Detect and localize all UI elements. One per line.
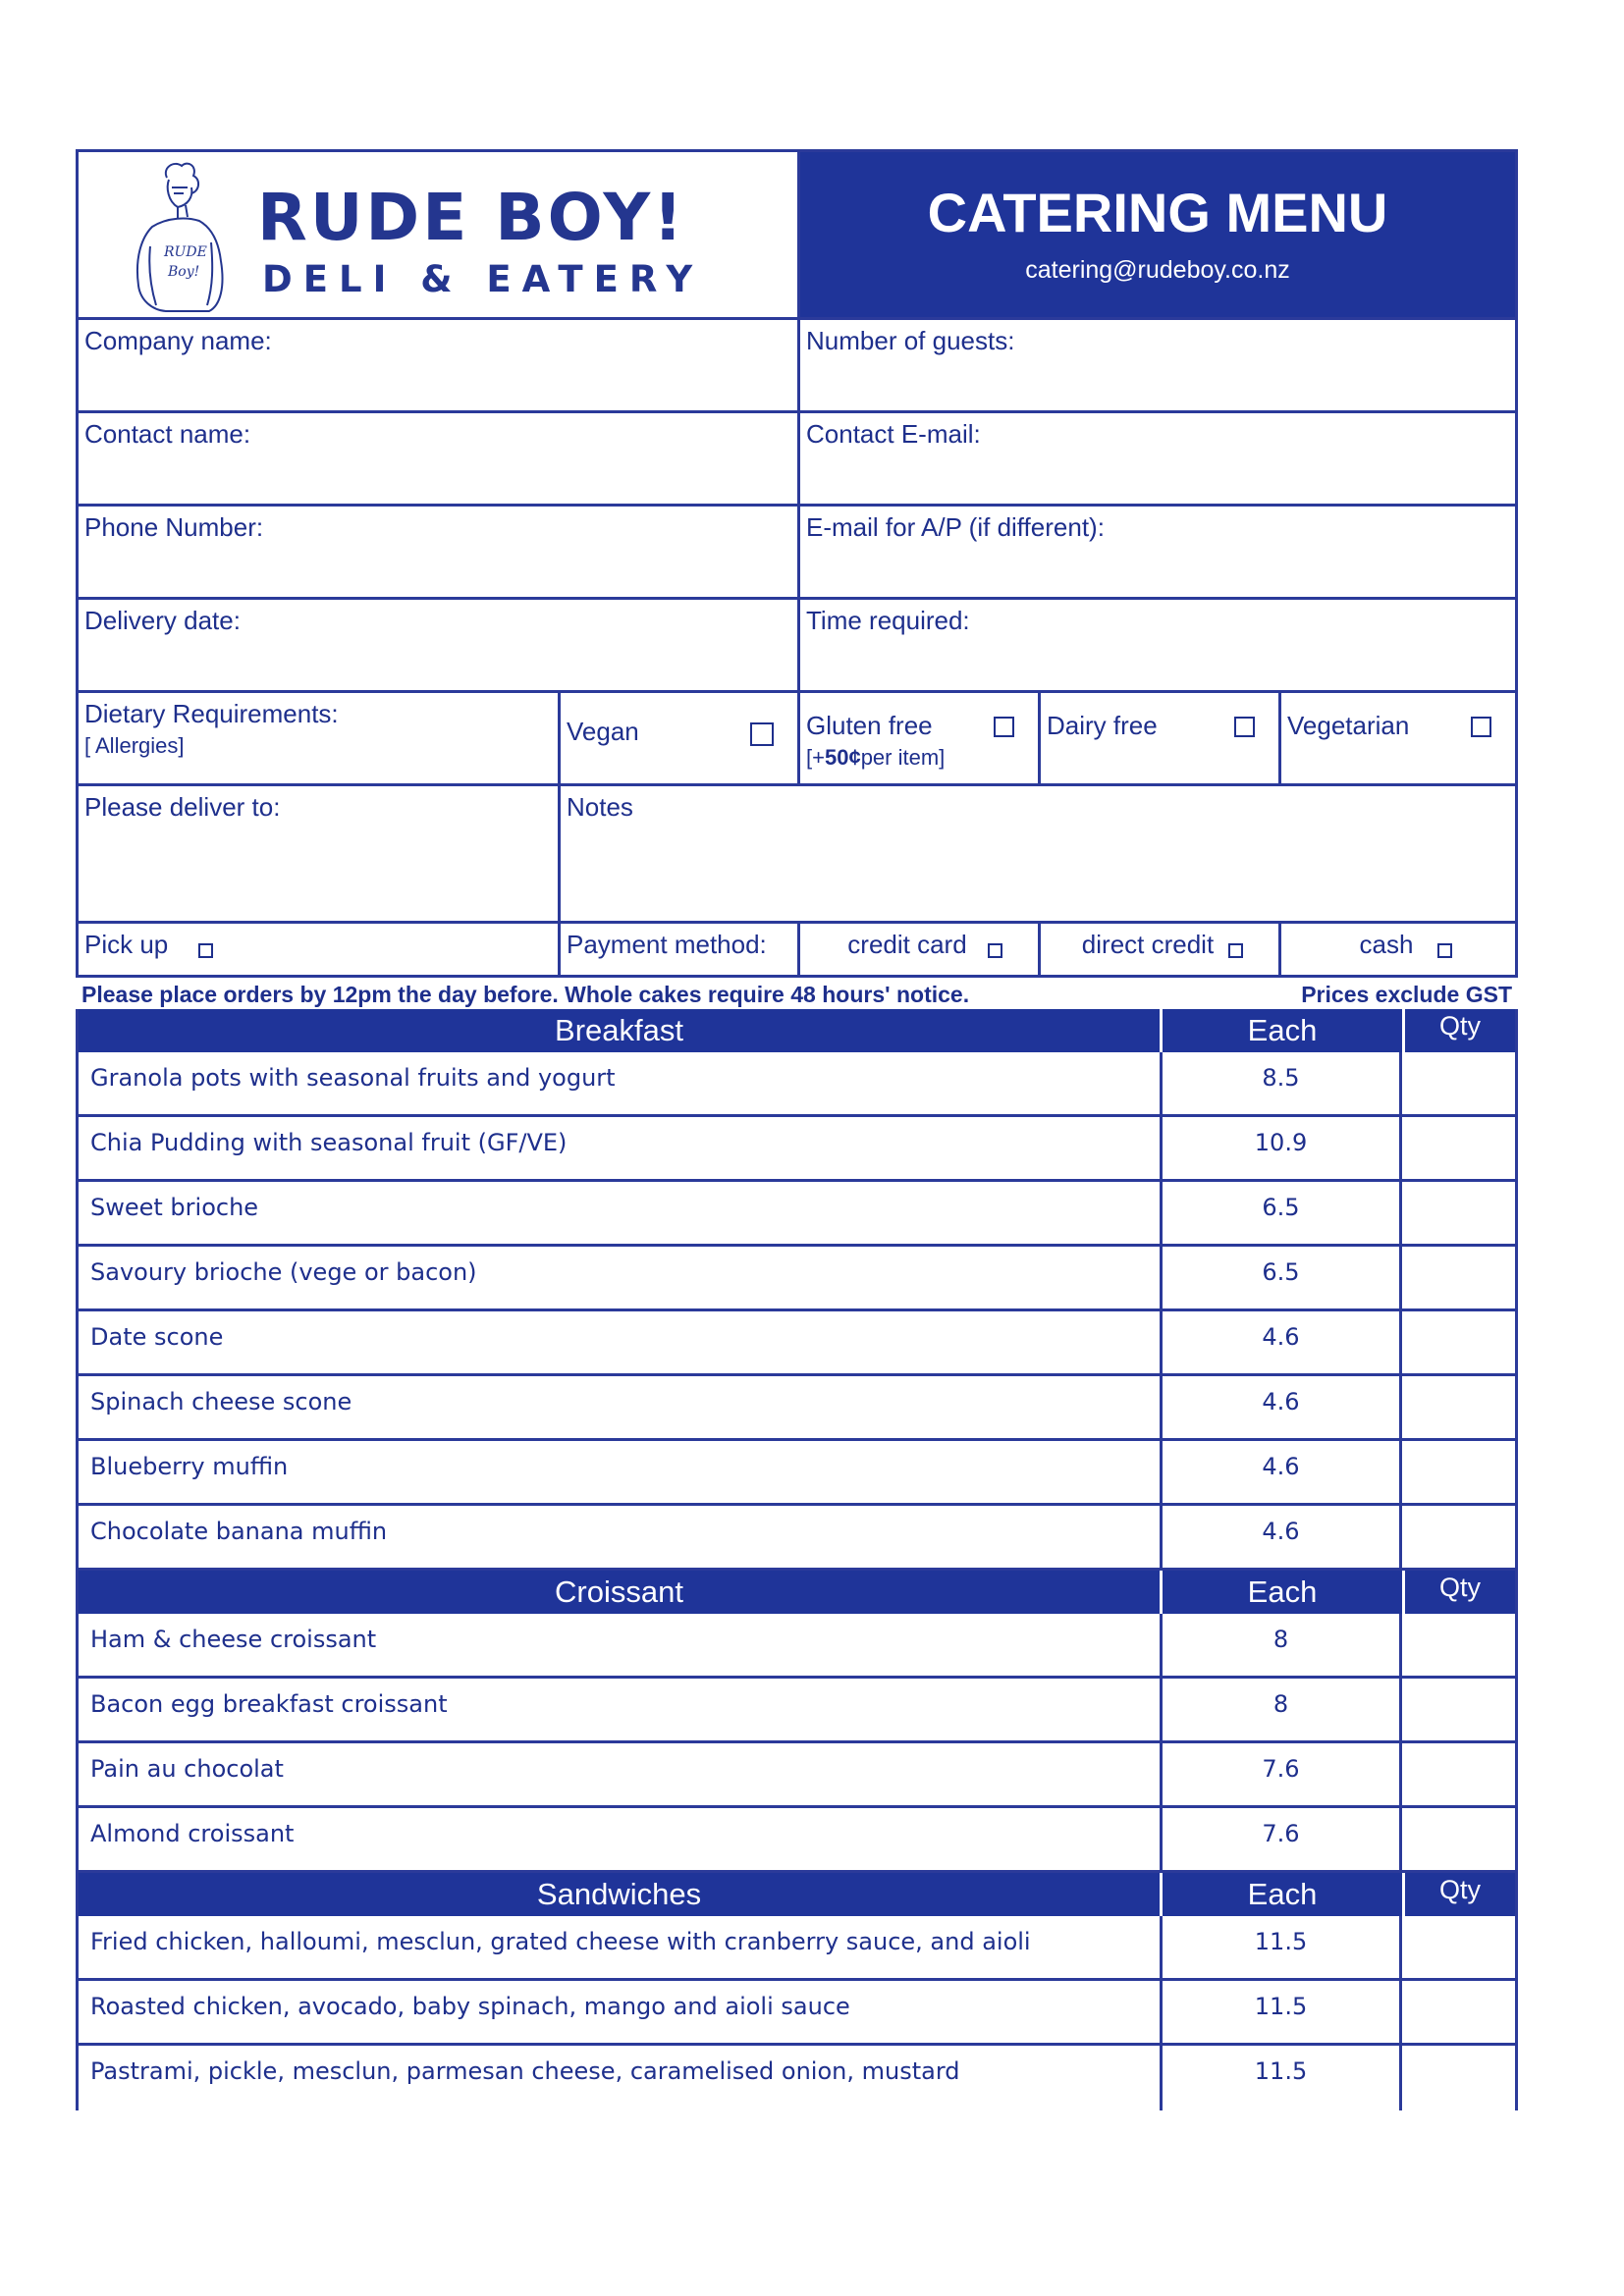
menu-item-price: 7.6 <box>1160 1743 1399 1805</box>
logo <box>79 152 800 317</box>
brand-name: RUDE BOY! <box>257 180 686 255</box>
direct-credit-label: direct credit <box>1081 930 1215 959</box>
qty-input[interactable] <box>1399 1182 1515 1244</box>
menu-item-row <box>79 1052 1515 1117</box>
section-header <box>79 1009 1515 1052</box>
header <box>76 149 1518 320</box>
vegetarian-label: Vegetarian <box>1287 711 1410 740</box>
menu-item-row <box>79 1916 1515 1981</box>
credit-card-checkbox[interactable] <box>988 943 1002 958</box>
notes-field[interactable] <box>558 786 1515 921</box>
section-title: Sandwiches <box>536 1877 702 1911</box>
dietary-row <box>79 693 1515 786</box>
time-required-label: Time required: <box>806 606 970 635</box>
payment-method <box>558 924 797 975</box>
order-notice <box>76 978 1518 1009</box>
vegetarian-checkbox[interactable] <box>1471 717 1491 737</box>
gluten-free-surcharge: [+50¢per item] <box>806 745 946 770</box>
vegetarian-option[interactable] <box>1278 693 1515 783</box>
qty-input[interactable] <box>1399 1441 1515 1503</box>
menu-item-name: Chocolate banana muffin <box>90 1518 388 1545</box>
qty-input[interactable] <box>1399 1614 1515 1676</box>
menu-item-name: Pain au chocolat <box>90 1755 284 1783</box>
menu-item-name: Date scone <box>90 1323 224 1351</box>
cash-option[interactable] <box>1278 924 1515 975</box>
credit-card-option[interactable] <box>797 924 1038 975</box>
menu-item-row <box>79 1808 1515 1873</box>
delivery-date-label: Delivery date: <box>84 606 241 635</box>
menu-item-price: 11.5 <box>1160 2046 1399 2110</box>
gluten-free-checkbox[interactable] <box>994 717 1014 737</box>
company-name-field[interactable] <box>79 320 797 410</box>
order-form <box>76 320 1518 978</box>
credit-card-label: credit card <box>847 930 967 959</box>
each-header: Each <box>1160 1873 1402 1916</box>
logo-script-top: RUDE <box>164 244 207 260</box>
vegan-checkbox[interactable] <box>750 722 774 746</box>
menu-item-price: 6.5 <box>1160 1247 1399 1308</box>
qty-input[interactable] <box>1399 1981 1515 2043</box>
qty-input[interactable] <box>1399 1117 1515 1179</box>
menu-item-name: Chia Pudding with seasonal fruit (GF/VE) <box>90 1129 568 1156</box>
section-title: Croissant <box>555 1575 683 1609</box>
menu-item-price: 7.6 <box>1160 1808 1399 1870</box>
number-of-guests-label: Number of guests: <box>806 326 1015 355</box>
dairy-free-option[interactable] <box>1038 693 1278 783</box>
qty-input[interactable] <box>1399 1311 1515 1373</box>
menu-item-row <box>79 1117 1515 1182</box>
delivery-date-field[interactable] <box>79 600 797 690</box>
menu-item-price: 4.6 <box>1160 1311 1399 1373</box>
menu-item-row <box>79 1506 1515 1571</box>
qty-input[interactable] <box>1399 1052 1515 1114</box>
dietary-requirements <box>79 693 558 783</box>
menu-item-price: 11.5 <box>1160 1981 1399 2043</box>
menu-item-price: 4.6 <box>1160 1376 1399 1438</box>
direct-credit-option[interactable] <box>1038 924 1278 975</box>
form-row <box>79 320 1515 413</box>
menu-item-row <box>79 1614 1515 1679</box>
each-header: Each <box>1160 1009 1402 1052</box>
qty-input[interactable] <box>1399 2046 1515 2110</box>
qty-input[interactable] <box>1399 1679 1515 1740</box>
menu-item-name: Fried chicken, halloumi, mesclun, grated cheese with cranberry sauce, and aioli <box>90 1928 1031 1955</box>
qty-header: Qty <box>1402 1009 1515 1052</box>
title-banner <box>800 152 1515 317</box>
menu-item-name: Bacon egg breakfast croissant <box>90 1690 448 1718</box>
payment-row <box>79 924 1515 978</box>
direct-credit-checkbox[interactable] <box>1228 943 1243 958</box>
menu-item-row <box>79 1247 1515 1311</box>
qty-input[interactable] <box>1399 1743 1515 1805</box>
menu-item-row <box>79 1376 1515 1441</box>
vegan-label: Vegan <box>567 717 639 746</box>
cash-label: cash <box>1359 930 1414 959</box>
menu-item-price: 8 <box>1160 1679 1399 1740</box>
deliver-to-field[interactable] <box>79 786 558 921</box>
payment-method-label: Payment method: <box>567 930 767 959</box>
qty-header: Qty <box>1402 1873 1515 1916</box>
menu-item-name: Blueberry muffin <box>90 1453 289 1480</box>
dietary-label: Dietary Requirements: <box>84 699 339 728</box>
contact-email-field[interactable] <box>797 413 1515 504</box>
menu-item-name: Roasted chicken, avocado, baby spinach, mango and aioli sauce <box>90 1993 850 2020</box>
menu-item-price: 8.5 <box>1160 1052 1399 1114</box>
qty-input[interactable] <box>1399 1506 1515 1568</box>
catering-form <box>76 149 1518 2110</box>
page-title: CATERING MENU <box>927 182 1388 243</box>
form-row <box>79 507 1515 600</box>
deliver-to-label: Please deliver to: <box>84 792 281 822</box>
menu-item-row <box>79 1441 1515 1506</box>
brand-tagline: DELI & EATERY <box>262 258 704 300</box>
menu-item-price: 8 <box>1160 1614 1399 1676</box>
menu-table <box>76 1009 1518 2110</box>
section-header <box>79 1873 1515 1916</box>
email-ap-field[interactable] <box>797 507 1515 597</box>
catering-email[interactable]: catering@rudeboy.co.nz <box>1025 256 1290 284</box>
menu-item-row <box>79 1182 1515 1247</box>
menu-item-row <box>79 2046 1515 2110</box>
contact-name-field[interactable] <box>79 413 797 504</box>
email-ap-label: E-mail for A/P (if different): <box>806 512 1105 542</box>
form-row <box>79 413 1515 507</box>
dairy-free-label: Dairy free <box>1047 711 1158 740</box>
phone-number-label: Phone Number: <box>84 512 264 542</box>
company-name-label: Company name: <box>84 326 272 355</box>
menu-item-row <box>79 1981 1515 2046</box>
pick-up-label: Pick up <box>84 930 169 959</box>
menu-item-name: Ham & cheese croissant <box>90 1626 377 1653</box>
logo-script-bottom: Boy! <box>168 264 200 280</box>
vegan-option[interactable] <box>558 693 797 783</box>
menu-item-name: Almond croissant <box>90 1820 295 1847</box>
pick-up-option[interactable] <box>79 924 558 975</box>
menu-item-row <box>79 1311 1515 1376</box>
contact-name-label: Contact name: <box>84 419 251 449</box>
contact-email-label: Contact E-mail: <box>806 419 981 449</box>
order-deadline-notice: Please place orders by 12pm the day before. Whole cakes require 48 hours' notice. <box>81 982 970 1007</box>
menu-item-name: Spinach cheese scone <box>90 1388 352 1415</box>
number-of-guests-field[interactable] <box>797 320 1515 410</box>
each-header: Each <box>1160 1571 1402 1614</box>
qty-input[interactable] <box>1399 1376 1515 1438</box>
qty-input[interactable] <box>1399 1247 1515 1308</box>
menu-item-row <box>79 1679 1515 1743</box>
section-title: Breakfast <box>555 1013 683 1047</box>
dairy-free-checkbox[interactable] <box>1234 717 1255 737</box>
time-required-field[interactable] <box>797 600 1515 690</box>
form-row <box>79 600 1515 693</box>
notes-label: Notes <box>567 792 633 822</box>
delivery-row <box>79 786 1515 924</box>
menu-item-name: Sweet brioche <box>90 1194 259 1221</box>
menu-item-name: Pastrami, pickle, mesclun, parmesan cheese, caramelised onion, mustard <box>90 2057 960 2085</box>
qty-input[interactable] <box>1399 1808 1515 1870</box>
gluten-free-option[interactable] <box>797 693 1038 783</box>
menu-item-name: Granola pots with seasonal fruits and yogurt <box>90 1064 616 1092</box>
menu-item-price: 4.6 <box>1160 1441 1399 1503</box>
menu-item-price: 4.6 <box>1160 1506 1399 1568</box>
rude-boy-logo-icon <box>123 158 236 315</box>
allergies-label: [ Allergies] <box>84 733 185 758</box>
qty-header: Qty <box>1402 1571 1515 1614</box>
gst-notice: Prices exclude GST <box>1301 982 1512 1007</box>
menu-item-name: Savoury brioche (vege or bacon) <box>90 1258 477 1286</box>
menu-item-price: 10.9 <box>1160 1117 1399 1179</box>
phone-number-field[interactable] <box>79 507 797 597</box>
menu-item-price: 11.5 <box>1160 1916 1399 1978</box>
pick-up-checkbox[interactable] <box>198 943 213 958</box>
menu-item-price: 6.5 <box>1160 1182 1399 1244</box>
section-header <box>79 1571 1515 1614</box>
cash-checkbox[interactable] <box>1437 943 1452 958</box>
qty-input[interactable] <box>1399 1916 1515 1978</box>
menu-item-row <box>79 1743 1515 1808</box>
gluten-free-label: Gluten free <box>806 711 933 740</box>
